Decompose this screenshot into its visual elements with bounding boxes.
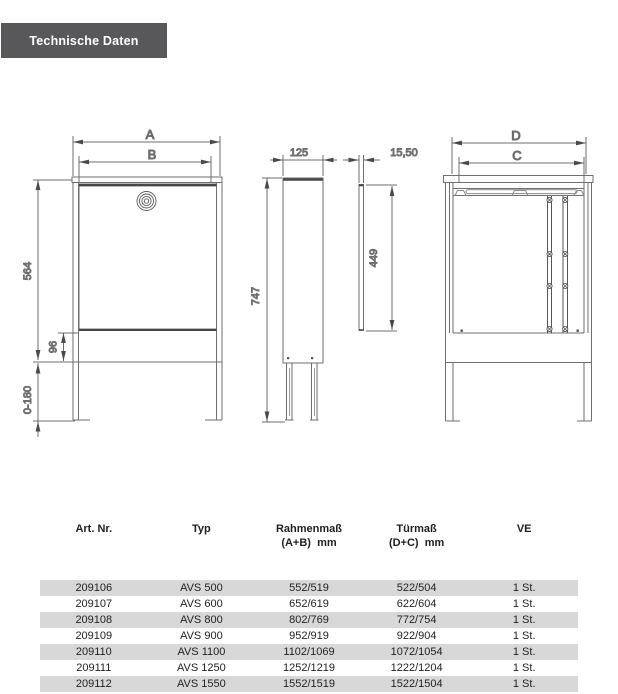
page-title <box>1 23 167 58</box>
dim-label-449: 449 <box>368 248 380 268</box>
table-row: 209109 AVS 900 952/919 922/904 1 St. <box>75 630 536 642</box>
table-row: 209107 AVS 600 652/619 622/604 1 St. <box>75 598 536 610</box>
table-row: 209106 AVS 500 552/519 522/504 1 St. <box>40 580 578 596</box>
dim-side-height-total <box>262 178 285 422</box>
table-row: 209108 AVS 800 802/769 772/754 1 St. <box>40 612 578 628</box>
table-row: 209112 AVS 1550 1552/1519 1522/1504 1 St. <box>40 676 578 692</box>
col-header-rahmenmass: Rahmenmaß (A+B) mm <box>275 523 342 549</box>
col-header-tuermass: Türmaß (D+C) mm <box>388 523 445 549</box>
col-header-typ: Typ <box>192 523 211 535</box>
dim-label-15-50: 15,50 <box>390 147 418 159</box>
table-row: 209110 AVS 1100 1102/1069 1072/1054 1 St. <box>40 644 578 660</box>
table-header-row <box>40 494 578 578</box>
col-header-artnr: Art. Nr. <box>75 523 113 535</box>
front-view-drawing <box>22 127 222 437</box>
technical-drawings <box>0 60 618 520</box>
dim-label-564: 564 <box>22 261 34 281</box>
table-row: 209111 AVS 1250 1252/1219 1222/1204 1 St. <box>76 662 536 674</box>
dim-label-747: 747 <box>250 286 262 306</box>
dim-label-125: 125 <box>289 147 309 159</box>
product-table <box>40 494 578 692</box>
dim-label-c: C <box>512 148 522 163</box>
dim-front-legs <box>33 363 75 437</box>
side-view-drawing <box>250 147 418 422</box>
dim-side-door-thickness <box>343 155 380 183</box>
lock-icon <box>137 192 156 211</box>
dim-label-d: D <box>511 128 521 143</box>
dim-label-b: B <box>147 147 157 162</box>
dim-label-a: A <box>145 127 155 142</box>
dim-front-width-outer <box>73 136 220 176</box>
page-title-label: Technische Daten <box>29 33 139 48</box>
col-header-ve: VE <box>516 523 532 535</box>
dim-front-width-inner <box>79 156 211 182</box>
dim-label-96: 96 <box>47 340 60 354</box>
dim-label-0-180: 0-180 <box>22 385 34 415</box>
rear-view-drawing <box>444 128 594 421</box>
dim-front-bottom-band <box>58 333 79 361</box>
